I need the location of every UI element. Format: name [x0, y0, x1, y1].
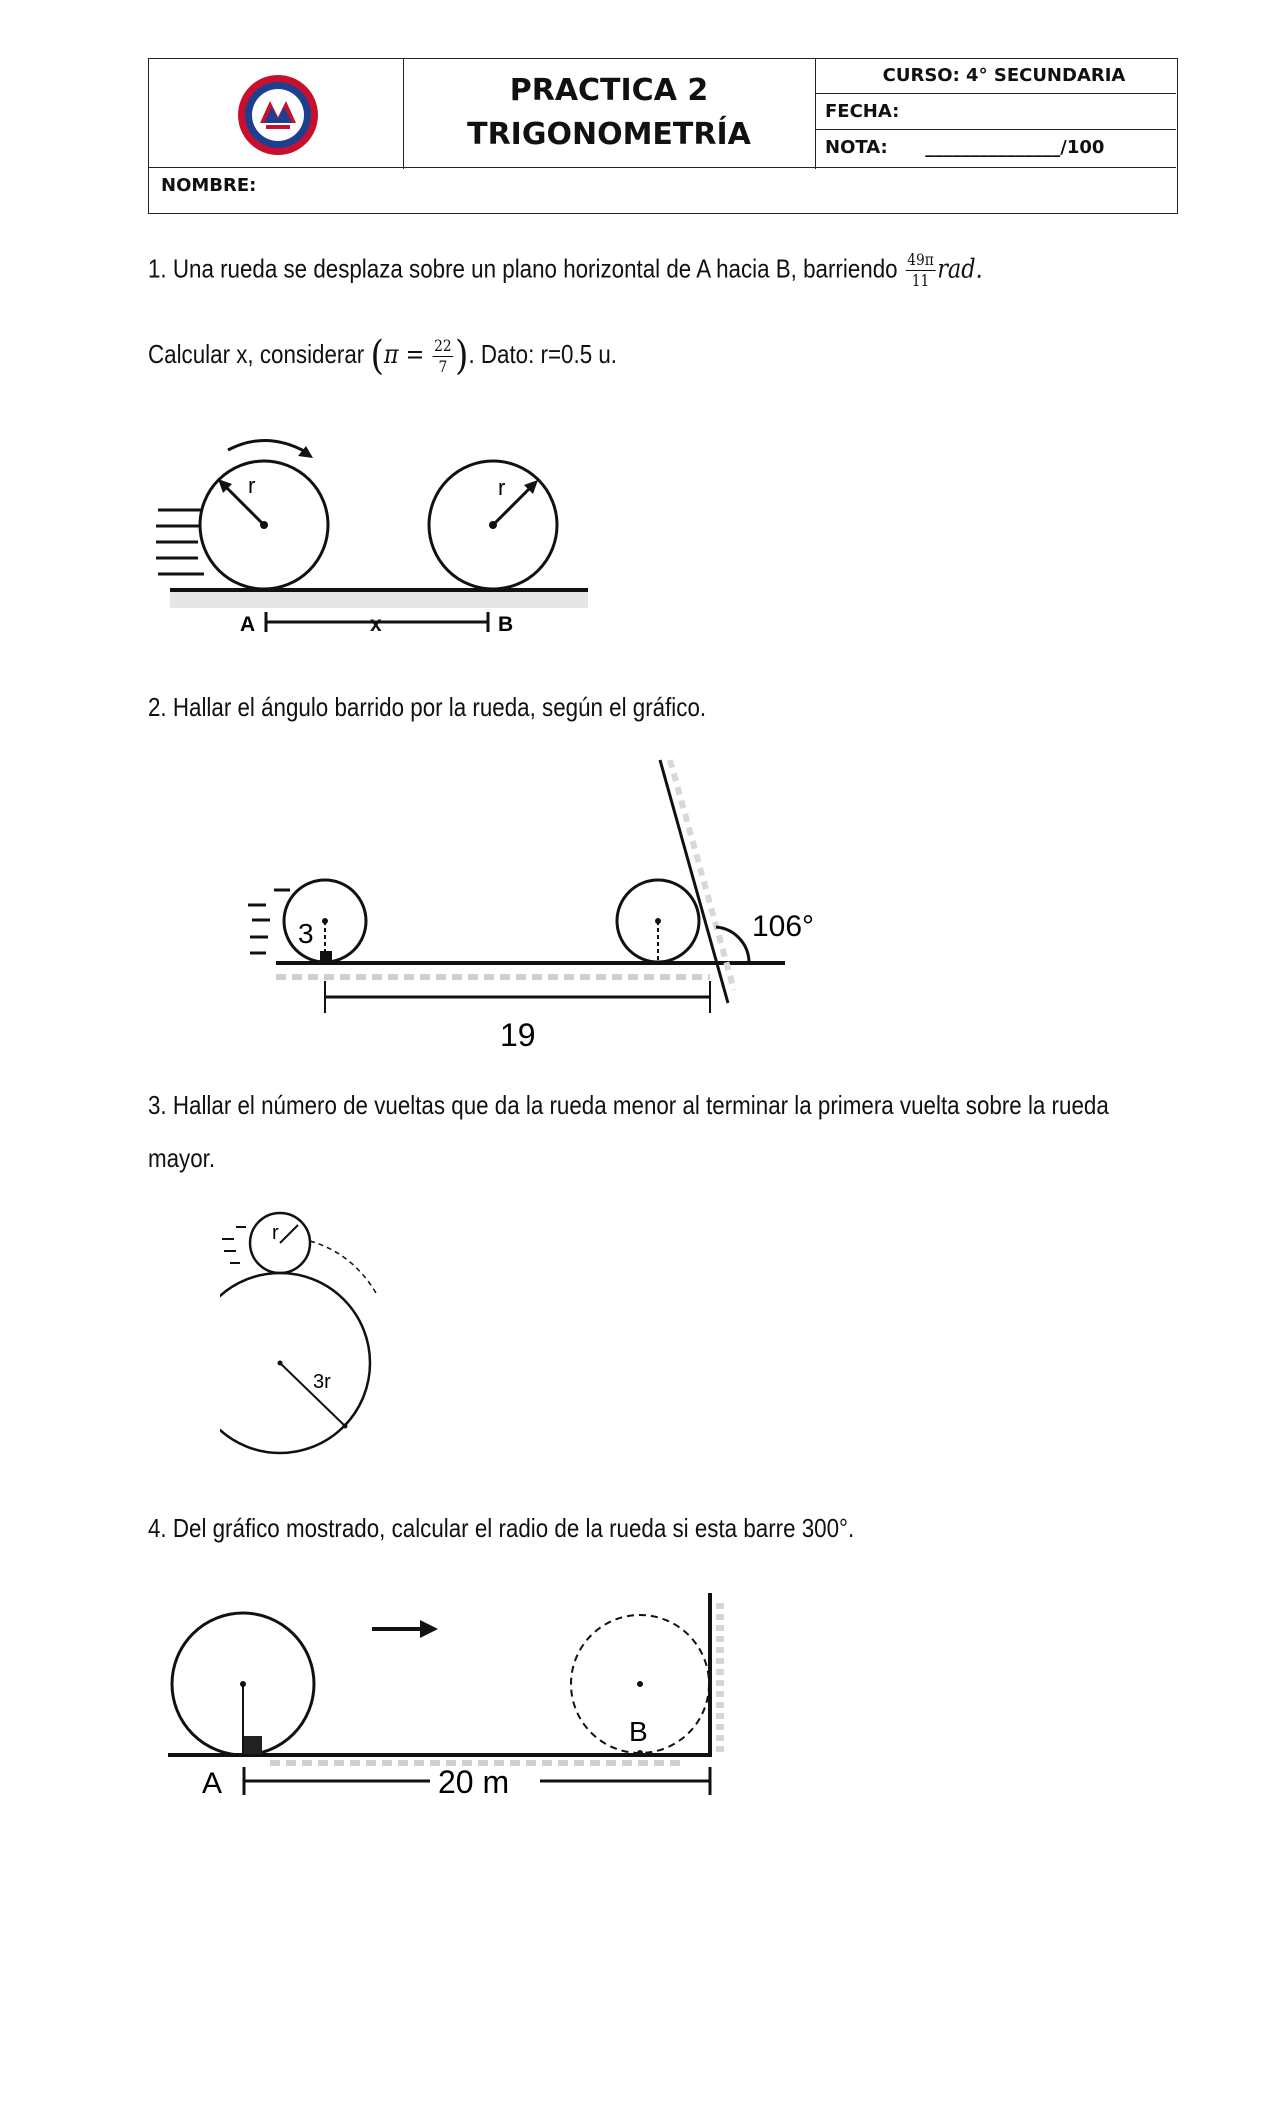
title-line-2: TRIGONOMETRÍA — [467, 117, 751, 152]
rotation-arrow — [228, 440, 306, 452]
fecha-label: FECHA: — [825, 101, 900, 122]
question-1-text: 1. Una rueda se desplaza sobre un plano horizontal de A hacia B, barriendo — [148, 253, 898, 284]
question-1-line-2 — [148, 333, 617, 379]
angle-label: 106° — [752, 910, 815, 943]
question-2 — [148, 692, 706, 723]
contact-square — [320, 951, 332, 963]
motion-lines — [156, 510, 204, 574]
distance-x-label: x — [370, 613, 382, 636]
divider — [815, 59, 816, 169]
small-radius — [280, 1225, 298, 1243]
nombre-label: NOMBRE: — [161, 175, 257, 196]
question-1-dato: . Dato: r=0.5 u. — [468, 338, 617, 369]
ground-shadow — [170, 590, 588, 608]
fraction-denominator: 7 — [438, 356, 448, 376]
small-radius-label: r — [272, 1222, 279, 1244]
divider — [149, 167, 1176, 168]
header-table — [148, 58, 1178, 214]
radius-label-b: r — [498, 475, 506, 500]
point-b-label: B — [629, 1716, 648, 1747]
big-radius-label: 3r — [313, 1371, 331, 1393]
page-title — [404, 69, 814, 157]
question-3-line-2 — [148, 1143, 215, 1174]
fraction-denominator: 11 — [911, 271, 930, 290]
radius-a — [222, 483, 264, 525]
title-line-1: PRACTICA 2 — [509, 73, 709, 108]
figure-4-wheel-wall — [160, 1585, 760, 1805]
question-4-text: 4. Del gráfico mostrado, calcular el radio de la rueda si esta barre 300°. — [148, 1513, 855, 1543]
radius-label-a: r — [248, 473, 256, 498]
figure-2-wheel-wall — [240, 755, 840, 1055]
fraction-numerator: 22 — [434, 335, 452, 355]
question-3 — [148, 1090, 1109, 1121]
figure-1-wheels — [148, 430, 598, 640]
contact-square — [244, 1736, 262, 1754]
point-a-label: A — [240, 613, 256, 636]
question-4 — [148, 1513, 854, 1544]
divider — [815, 129, 1176, 130]
fraction-22-7 — [432, 335, 453, 376]
nota-label: NOTA: _______________/100 — [825, 137, 1105, 158]
point-a-label: A — [202, 1767, 223, 1800]
school-logo — [236, 73, 320, 157]
fraction-numerator: 49π — [907, 250, 934, 269]
curso-label: CURSO: 4° SECUNDARIA — [882, 65, 1126, 86]
motion-lines — [222, 1227, 246, 1263]
paren-open: ( — [370, 333, 384, 379]
divider — [815, 93, 1176, 94]
figure-3-wheels — [220, 1205, 400, 1475]
unit-rad: rad. — [937, 254, 983, 285]
question-1 — [148, 252, 983, 289]
fraction-49pi-11 — [906, 252, 936, 289]
direction-arrowhead — [420, 1620, 438, 1638]
question-3-text-line-2: mayor. — [148, 1143, 216, 1173]
radius-label: 3 — [298, 918, 314, 949]
distance-label: 20 m — [438, 1764, 510, 1800]
point-b-label: B — [498, 613, 514, 636]
dashed-path — [310, 1241, 376, 1293]
angle-arc — [716, 927, 749, 962]
distance-label: 19 — [500, 1017, 536, 1053]
paren-close: ) — [455, 333, 469, 379]
pi-equals: π = — [383, 339, 425, 370]
question-1-consider: Calcular x, considerar — [148, 338, 365, 369]
question-3-text-line-1: 3. Hallar el número de vueltas que da la rueda menor al terminar la primera vuelta sobre la rueda — [148, 1090, 1109, 1120]
question-2-text: 2. Hallar el ángulo barrido por la rueda, según el gráfico. — [148, 692, 707, 722]
